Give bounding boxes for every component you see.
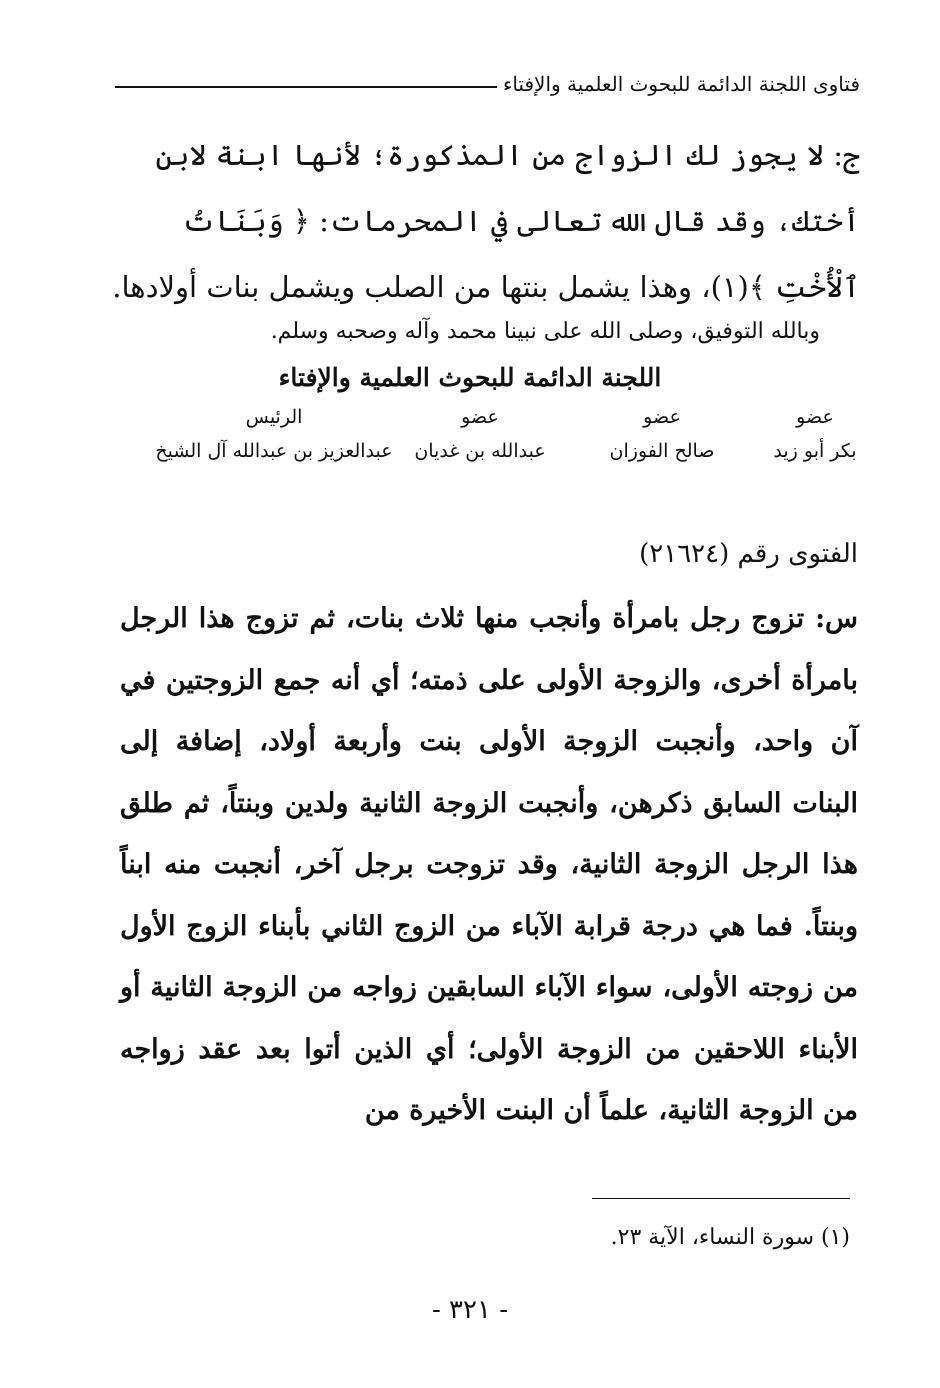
member-1 — [770, 402, 860, 470]
member-role: الرئيس — [245, 406, 303, 428]
member-name: عبدالعزيز بن عبدالله آل الشيخ — [155, 440, 393, 462]
header-rule — [115, 86, 497, 88]
member-3 — [410, 402, 550, 470]
member-name: عبدالله بن غديان — [414, 440, 546, 462]
member-name: صالح الفوزان — [609, 440, 715, 462]
page-number: - ٣٢١ - — [431, 1295, 509, 1325]
member-role: عضو — [643, 406, 681, 428]
closing-line: وبالله التوفيق، وصلى الله على نبينا محمد وآله وصحبه وسلم. — [270, 319, 820, 344]
running-header — [115, 66, 860, 102]
member-name: بكر أبو زيد — [773, 440, 857, 462]
member-4 — [154, 402, 394, 470]
footnote-rule — [592, 1198, 850, 1199]
member-role: عضو — [461, 406, 499, 428]
answer-paragraph: ج: لا يجوز لك الزواج من المذكورة؛ لأنها ابنة لابن أختك، وقد قال الله تعالى في المحرمات: ﴿ وَبَنَاتُ ٱلْأُخْتِ ﴾(١)، وهذا يشمل بنتها من الصلب ويشمل بنات أولادها. — [112, 138, 860, 304]
running-header-title: فتاوى اللجنة الدائمة للبحوث العلمية والإفتاء — [502, 72, 860, 96]
question-paragraph: س: تزوج رجل بامرأة وأنجب منها ثلاث بنات، ثم تزوج هذا الرجل بامرأة أخرى، والزوجة الأولى على ذمته؛ أي أنه جمع الزوجتين في آن واحد، وأنجبت الزوجة الأولى بنت وأربعة أولاد، إضافة إلى البنات السابق ذكرهن، وأنجبت الزوجة الثانية ولدين وبنتاً، ثم طلق هذا الرجل الزوجة الثانية، وقد تزوجت برجل آخر، أنجبت منه ابناً وبنتاً. فما هي درجة قرابة الآباء من الزوج الثاني بأبناء الزوج الأول من زوجته الأولى، سواء الآباء السابقين زواجه من الزوجة الثانية أو الأبناء اللاحقين من الزوجة الأولى؛ أي الذين أتوا بعد عقد زواجه من الزوجة الثانية، علماً أن البنت الأخيرة من — [120, 603, 858, 1126]
member-role: عضو — [796, 406, 834, 428]
committee-title: اللجنة الدائمة للبحوث العلمية والإفتاء — [278, 363, 662, 392]
fatwa-number: الفتوى رقم (٢١٦٢٤) — [639, 539, 858, 569]
committee-members — [142, 402, 857, 492]
member-2 — [602, 402, 722, 470]
footnote: (١) سورة النساء، الآية ٢٣. — [610, 1225, 850, 1250]
